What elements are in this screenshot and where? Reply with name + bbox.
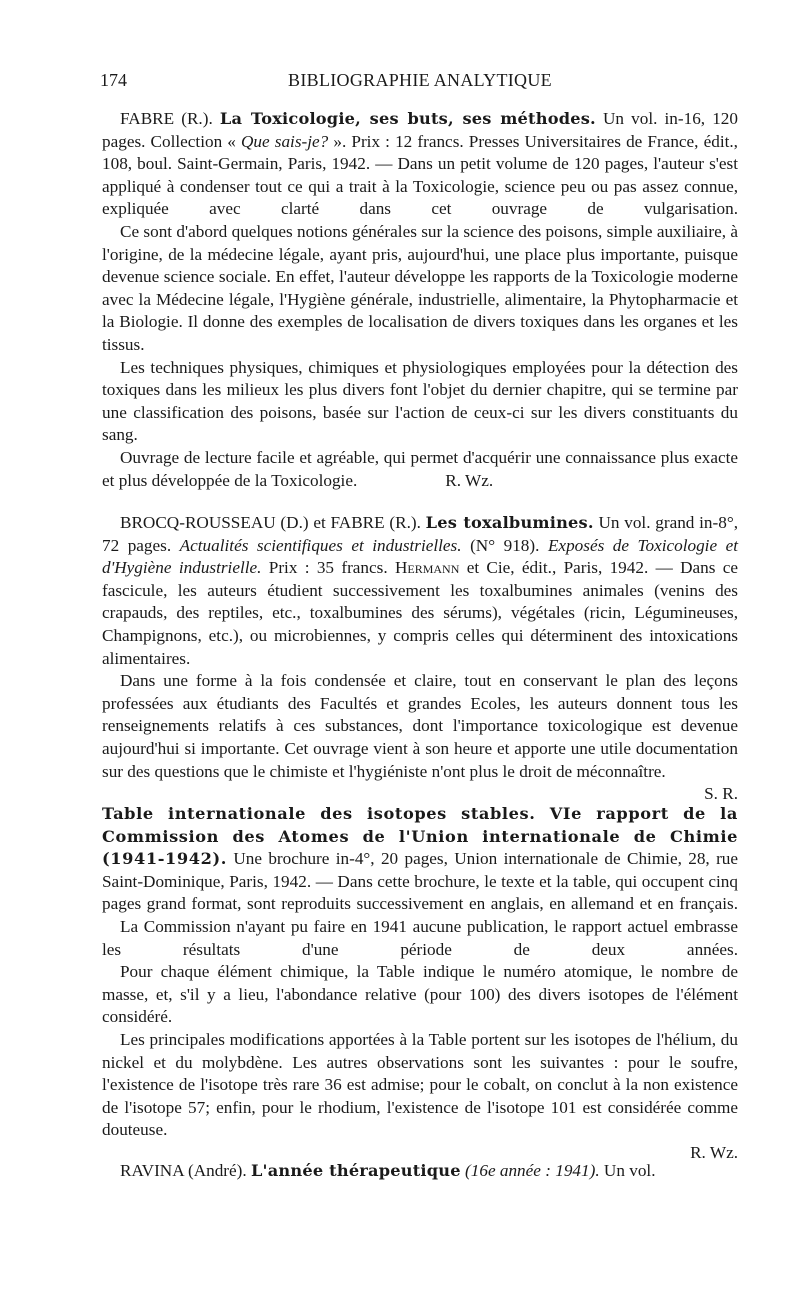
entry-author: FABRE (R.). (120, 109, 213, 128)
entry-text: ». Prix : 12 francs. Presses Universitaires de France, édit., 108, boul. Saint-Germain, Paris, 1942. — Dans un petit volume de 120 pages, l'auteur s'est appliqué à condenser tout ce qui a trait à la Toxicologie, science peu ou pas assez connue, expliquée avec clarté dans cet ouvrage de vulgarisation. (102, 131, 738, 219)
entry-text: et Cie, édit., Paris, 1942. — Dans ce fascicule, les auteurs étudient successivement les toxalbumines animales (venins des crapauds, des reptiles, etc., toxalbumines des sérums), végétales (ricin, Légumineuses, Champignons, etc.), ou microbiennes, y compris celles qui déterminent des intoxications alimentaires. (102, 558, 738, 668)
edition-info: (16e année : 1941). (465, 1161, 600, 1180)
entry-paragraph (102, 447, 738, 492)
entry-paragraph (102, 108, 738, 221)
entry-text: Un vol. in-16, 120 pages. Collection « (102, 109, 738, 151)
publisher-name: Hermann (394, 558, 460, 578)
entry-text: (N° 918). (461, 535, 548, 555)
reviewer-signature: S. R. (704, 784, 738, 804)
entry-text: Un vol. grand in-8°, 72 pages. (102, 513, 739, 555)
entry-paragraph: Les techniques physiques, chimiques et physiologiques employées pour la détection des toxiques dans les milieux les plus divers font l'objet du dernier chapitre, qui se termine par une classification des poisons, basée sur l'action de ceux-ci sur les divers constituants du sang. (102, 357, 738, 445)
entry-title: L'année thérapeutique (250, 1161, 461, 1180)
entry-paragraph: Les principales modifications apportées à la Table portent sur les isotopes de l'hélium, du nickel et du molybdène. Les autres observations sont les suivantes : pour le soufre, l'existence de l'isotope très rare 36 est admise; pour le cobalt, on conclut à la non existence de l'isotope 57; enfin, pour le rhodium, l'existence de l'isotope 101 est considérée comme douteuse. (102, 1029, 738, 1140)
entry-paragraph: Pour chaque élément chimique, la Table indique le numéro atomique, le nombre de masse, et, s'il y a lieu, l'abondance relative (pour 100) des divers isotopes de l'élément considéré. (102, 962, 738, 1027)
entry-paragraph (102, 1160, 738, 1183)
review-entry-fabre-toxicologie (102, 108, 738, 492)
entry-paragraph: La Commission n'ayant pu faire en 1941 aucune publication, le rapport actuel embrasse les résultats d'une période de deux années. (102, 916, 738, 959)
subseries-name: Exposés de Toxicologie et d'Hygiène industrielle. (102, 535, 739, 578)
review-entry-annee-therapeutique (102, 1160, 738, 1183)
entry-paragraph (102, 803, 738, 916)
reviewer-signature: R. Wz. (690, 1142, 738, 1162)
entry-author: BROCQ-ROUSSEAU (D.) et FABRE (R.). (120, 513, 421, 532)
entry-title: Table internationale des isotopes stables. VIe rapport de la Commission des Atomes de l'Union internationale de Chimie (1941-1942). (102, 804, 738, 869)
reviewer-signature: R. Wz. (445, 470, 494, 490)
running-title: BIBLIOGRAPHIE ANALYTIQUE (288, 70, 552, 90)
entry-paragraph: Dans une forme à la fois condensée et claire, tout en conservant le plan des leçons professées aux étudiants des Facultés et grandes Ecoles, les auteurs donnent tous les renseignements relatifs à ces substances, dont l'importance toxicologique est devenue aujourd'hui si importante. Cet ouvrage vient à son heure et apporte une utile documentation sur des questions que le chimiste et l'hygiéniste n'ont plus le droit de méconnaître. (102, 671, 738, 781)
entry-paragraph: Ce sont d'abord quelques notions générales sur la science des poisons, simple auxiliaire, à l'origine, de la médecine légale, ayant pris, aujourd'hui, une place plus importante, puisque devenue science sociale. En effet, l'auteur développe les rapports de la Toxicologie moderne avec la Médecine légale, l'Hygiène générale, industrielle, alimentaire, la Phytopharmacie et la Biologie. Il donne des exemples de localisation de divers toxiques dans les organes et les tissus. (102, 221, 738, 354)
entry-paragraph (102, 512, 738, 670)
entry-text: Un vol. (603, 1161, 656, 1180)
entry-text: Une brochure in-4°, 20 pages, Union internationale de Chimie, 28, rue Saint-Dominique, Paris, 1942. — Dans cette brochure, le texte et la table, qui occupent cinq pages grand format, sont reproduits successivement en anglais, en allemand et en français. (102, 849, 739, 914)
entry-title: La Toxicologie, ses buts, ses méthodes. (219, 109, 596, 128)
series-name: Que sais-je? (241, 131, 329, 151)
entry-text: Ouvrage de lecture facile et agréable, qui permet d'acquérir une connaissance plus exacte et plus développée de la Toxicologie. (102, 447, 738, 490)
review-entry-toxalbumines (102, 512, 738, 806)
series-name: Actualités scientifiques et industrielles. (179, 535, 462, 555)
entry-text: Prix : 35 francs. (261, 558, 395, 578)
entry-title: Les toxalbumines. (425, 513, 594, 532)
review-entry-isotopes (102, 803, 738, 1165)
entry-author: RAVINA (André). (120, 1161, 247, 1180)
page-header (100, 70, 740, 98)
page-number: 174 (100, 70, 127, 90)
